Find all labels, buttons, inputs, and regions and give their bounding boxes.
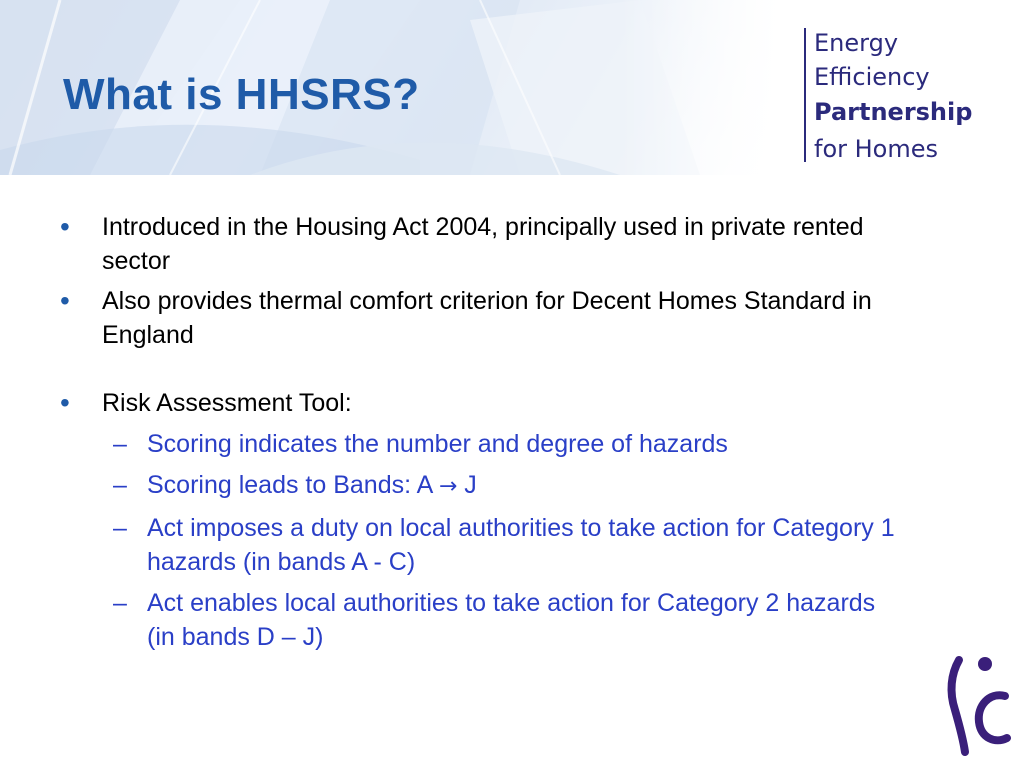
sub-bullet-item	[60, 468, 900, 504]
sub-bullet-text-after: J	[464, 471, 477, 499]
sub-bullet-marker: –	[113, 430, 127, 458]
bullet-text: Risk Assessment Tool:	[102, 389, 352, 417]
sub-bullet-marker: –	[113, 589, 127, 617]
bullet-item	[60, 210, 900, 278]
sub-bullet-item	[60, 586, 900, 654]
logo-line-efficiency: Efficiency	[814, 63, 930, 91]
bullet-item	[60, 284, 900, 352]
sub-bullet-marker: –	[113, 471, 127, 499]
sub-bullet-text: Act enables local authorities to take action for Category 2 hazards (in bands D – J)	[147, 589, 876, 651]
sub-bullet-item	[60, 511, 900, 579]
sub-bullet-marker: –	[113, 514, 127, 542]
arrow-right-icon: →	[438, 474, 458, 499]
slide-title: What is HHSRS?	[63, 70, 420, 119]
logo-divider	[804, 28, 806, 162]
bullet-item	[60, 386, 900, 420]
eep-logo	[804, 28, 1014, 168]
bullet-text: Introduced in the Housing Act 2004, principally used in private rented sector	[102, 213, 864, 275]
bullet-marker: •	[60, 387, 70, 418]
logo-line-energy: Energy	[814, 29, 899, 57]
bullet-text: Also provides thermal comfort criterion for Decent Homes Standard in England	[102, 287, 872, 349]
logo-line-partnership: Partnership	[814, 98, 973, 126]
sub-bullet-text-before: Scoring leads to Bands: A	[147, 471, 432, 499]
sub-bullet-text: Scoring indicates the number and degree of hazards	[147, 430, 728, 458]
sub-bullet-item	[60, 427, 900, 461]
partnership-emblem-icon	[945, 652, 1015, 762]
sub-bullet-text: Act imposes a duty on local authorities to take action for Category 1 hazards (in bands A - C)	[147, 514, 895, 576]
slide-content	[60, 210, 900, 654]
bullet-marker: •	[60, 285, 70, 316]
header-fade	[620, 0, 780, 175]
bullet-marker: •	[60, 211, 70, 242]
logo-line-for-homes: for Homes	[814, 135, 939, 163]
